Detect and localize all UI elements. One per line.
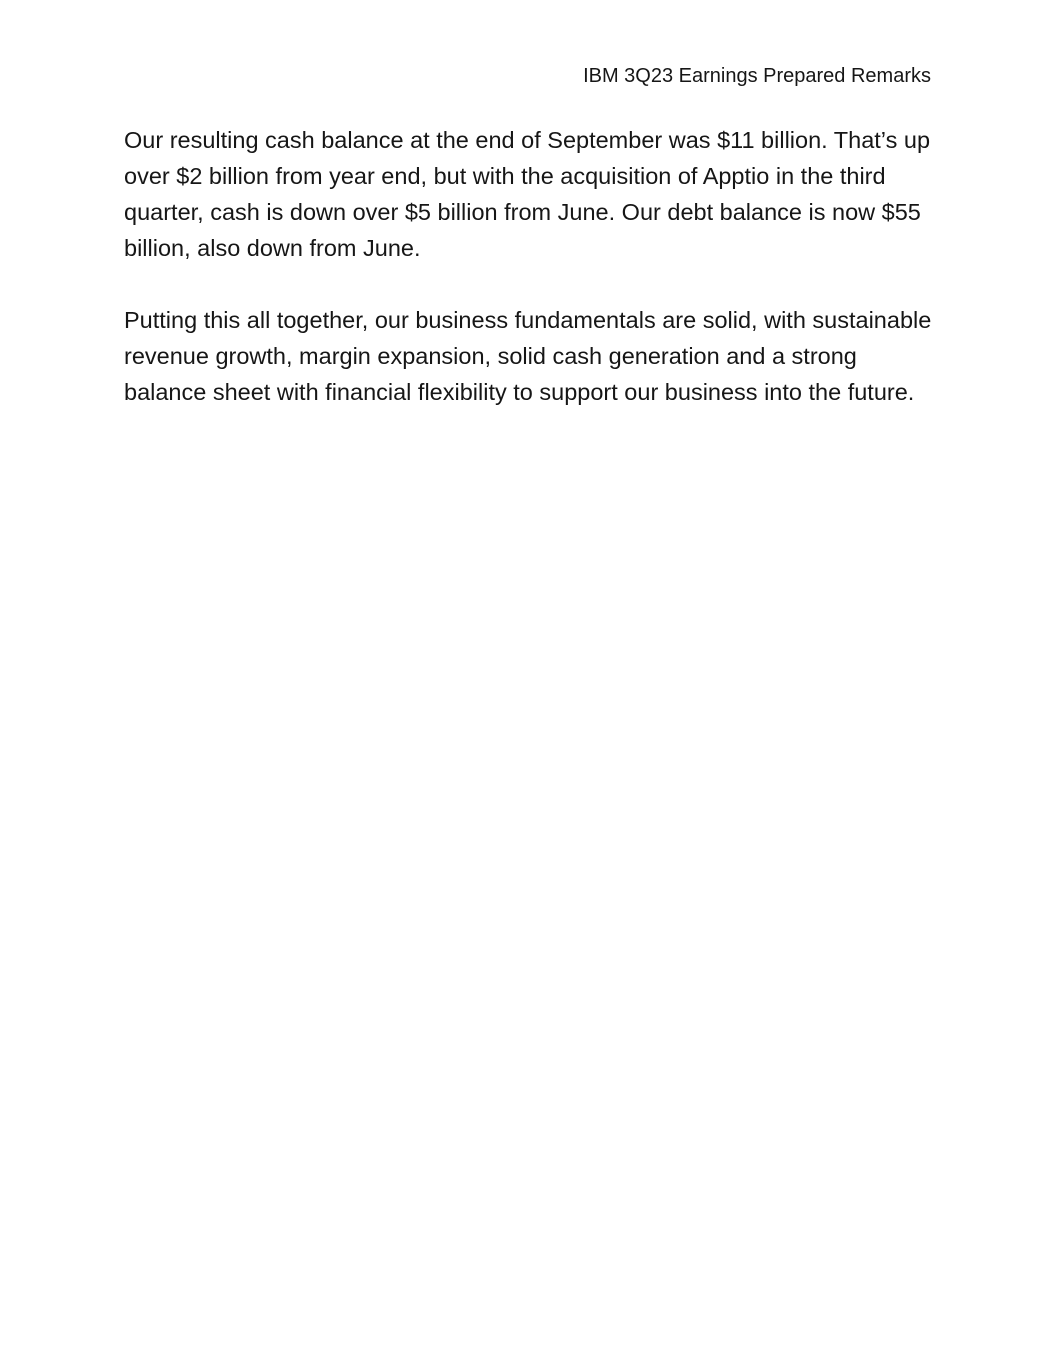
- paragraph-cash-balance: Our resulting cash balance at the end of September was $11 billion. That’s up over $2 billion from year end, but with the acquisition of Apptio in the third quarter, cash is down over $5 billion from June. Our debt balance is now $55 billion, also down from June.: [124, 127, 931, 261]
- running-header-title: IBM 3Q23 Earnings Prepared Remarks: [583, 65, 931, 87]
- body-text: [124, 122, 934, 446]
- paragraph-summary: Putting this all together, our business fundamentals are solid, with sustainable revenue growth, margin expansion, solid cash generation and a strong balance sheet with financial flexibility to support our business into the future.: [124, 307, 932, 405]
